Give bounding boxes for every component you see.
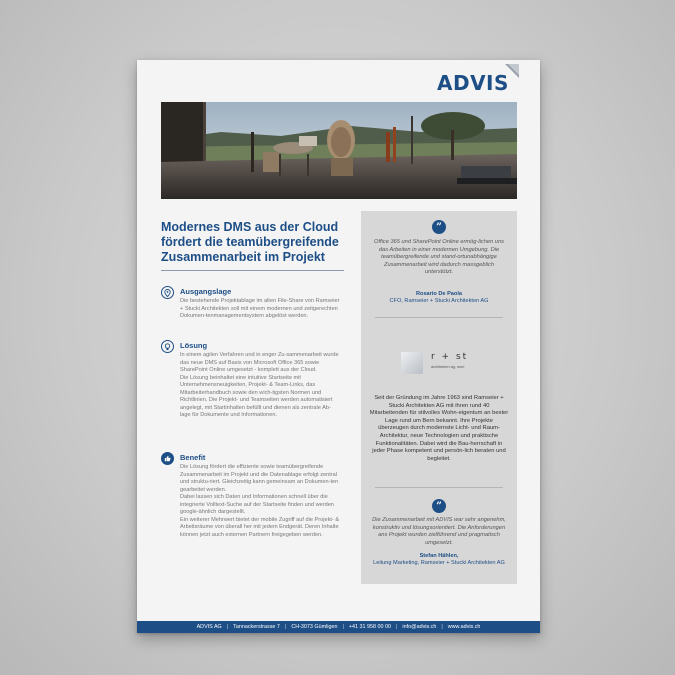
footer-bar — [137, 621, 540, 633]
hero-image — [161, 102, 517, 199]
logo-text: ADVIS — [437, 71, 509, 95]
footer-separator: | — [396, 624, 398, 630]
section-title: Benefit — [180, 453, 206, 462]
quote-icon: ” — [432, 220, 446, 234]
footer-email-link[interactable]: info@advis.ch — [402, 624, 437, 630]
footer-city: CH-3073 Gümligen — [291, 624, 338, 630]
company-description: Seit der Gründung im Jahre 1963 sind Ramseier + Stucki Architekten AG mit ihren rund 40 Mitarbeitenden für stilvolles Wohn-eigentum an bester Lage rund um Bern bekannt. Ihre Projekte überzeugen durch modernste Licht- und Raum-Architektur, neue Technologien und praktische Funktionalitäten. Dabei wird die Bau-herrschaft in jeder Phase kompetent und persön-lich beraten und begleitet. — [369, 395, 509, 462]
sidebar-panel — [361, 211, 517, 584]
author-name: Stefan Hählen, — [419, 553, 459, 559]
quote-author — [367, 553, 511, 567]
author-role: CFO, Ramseier + Stucki Architekten AG — [389, 298, 489, 304]
headline-divider — [161, 270, 344, 271]
author-role: Leitung Marketing, Ramseier + Stucki Architekten AG — [373, 560, 505, 566]
footer-contact-row — [137, 621, 540, 633]
footer-separator: | — [342, 624, 344, 630]
paragraph: Die Lösung beinhaltet eine intuitive Startseite mit Unternehmensneuigkeiten, Projekt- & Team-Links, das Mitarbeiterhandbuch sowie den wich-tigsten Normen und Richtlinien. Die Projekt- und Teamseiten werden automatisiert angelegt, mit Startinhalten befüllt und dienen als zentrale Ab-lage für Dokumente und Informationen. — [180, 374, 333, 418]
paragraph: Die bestehende Projektablage im alten File-Share von Ramseier + Stucki Architekten soll mit einem modernen und zeitgerechten Dokumen-tenmanagementsystem abgelöst werden. — [180, 298, 340, 319]
footer-street: Tannackerstrasse 7 — [233, 624, 280, 630]
sidebar-divider — [375, 317, 503, 318]
footer-phone[interactable]: +41 31 958 00 00 — [348, 624, 391, 630]
author-name: Rosario De Paola — [415, 291, 462, 297]
section-body — [180, 352, 340, 420]
section-title: Lösung — [180, 341, 208, 350]
quote-author — [367, 291, 511, 305]
sidebar-divider — [375, 487, 503, 488]
case-study-flyer — [137, 60, 540, 633]
logo-triangle-icon — [505, 64, 519, 78]
customer-quote: Die Zusammenarbeit mit ADVIS war sehr angenehm, konstruktiv und lösungsorientiert. Die Anforderungen ans Projekt wurden zielführend und pragmatisch umgesetzt. — [372, 517, 506, 546]
paragraph: Dabei lassen sich Daten und Informationen schnell über die integrierte Volltext-Suche auf der Startseite finden und werden google-ähnlich dargestellt. — [180, 494, 334, 515]
section-title: Ausgangslage — [180, 287, 232, 296]
location-pin-icon — [161, 286, 174, 299]
partner-logo — [401, 352, 481, 378]
footer-separator: | — [226, 624, 229, 630]
footer-separator: | — [284, 624, 287, 630]
quote-icon: ” — [432, 499, 446, 513]
customer-quote: Office 365 und SharePoint Online ermög-lichen uns das Arbeiten in einer modernen Umgebung. Die teamübergreifende und stand-ortunabhängige Zusammenarbeit wird dadurch massgeblich unterstützt. — [374, 239, 504, 275]
page-title: Modernes DMS aus der Cloud fördert die teamübergreifende Zusammenarbeit im Projekt — [161, 220, 339, 264]
partner-logo-sub: architekten ag, muri — [431, 365, 465, 369]
lightbulb-icon — [161, 340, 174, 353]
footer-company: ADVIS AG — [196, 624, 222, 630]
paragraph: In einem agilen Verfahren und in enger Zu-sammenarbeit wurde das neue DMS auf Basis von Microsoft Office 365 sowie SharePoint Online umgesetzt - komplett aus der Cloud. — [180, 352, 339, 373]
footer-separator: | — [441, 624, 443, 630]
partner-logo-square — [401, 352, 423, 374]
paragraph: Ein weiterer Mehrwert bietet der mobile Zugriff auf die Projekt- & Arbeitsräume von überall her mit jedem Endgerät. Deren Inhalte können jetzt auch externen Partnern freigegeben werden. — [180, 516, 340, 538]
thumbs-up-icon — [161, 452, 174, 465]
advis-logo — [437, 70, 523, 94]
section-body — [180, 464, 340, 539]
paragraph: Die Lösung fördert die effiziente sowie teamübergreifende Zusammenarbeit im Projekt und die Datenablage erfolgt zentral und struktu-riert. Gleichzeitig kann gemeinsam an Dokumen-ten gearbeitet werden. — [180, 464, 339, 493]
footer-web-link[interactable]: www.advis.ch — [447, 624, 481, 630]
terrace-photo — [161, 102, 517, 199]
partner-logo-name: r + st — [431, 352, 469, 362]
section-body — [180, 298, 340, 321]
